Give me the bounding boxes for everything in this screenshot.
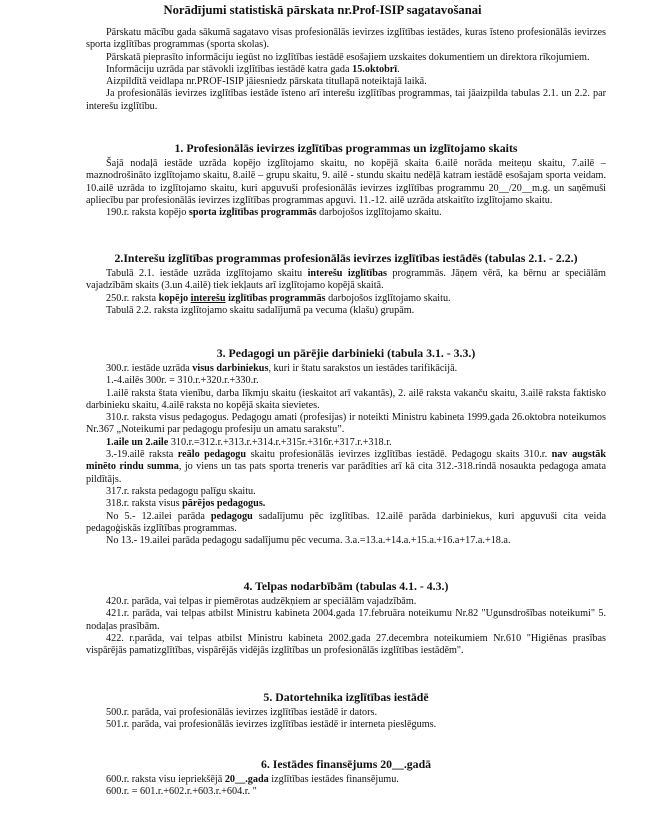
section-1-paragraph: Šajā nodaļā iestāde uzrāda kopējo izglītojamo skaitu, no kopējā skaita 6.ailē norāda meiteņu skaitu, 7.ailē – maznodrošināto izglītojamo skaitu, 8.ailē – grupu skaitu, 9. ailē - stundu skaitu nedēļā katram iestādē esošajam sporta veidam. 10.ailē uzrāda to izglītojamo skaitu, kuri apguvuši profesionālās ievirzes izglītības programmu 20__/20__m.g. un saņēmuši apliecību par profesionālās ievirzes izglītības programmas apguvi. 11.-12. ailē uzrāda atskaitīto izglītojamo skaitu. bbox=[86, 158, 606, 206]
section-3-paragraph: 310.r. raksta visus pedagogus. Pedagogu amati (profesijas) ir noteikti Ministru kabineta 1999.gada 26.oktobra noteikumos Nr.367 „Noteikumi par pedagogu profesiju un amatu sarakstu”. bbox=[86, 412, 606, 436]
section-3-paragraph: 1.ailē raksta štata vienību, darba līkmju skaitu (ieskaitot arī vakantās), 2. ailē raksta vakanču skaitu, 3.ailē raksta faktisko darbinieku skaitu, 4.ailē raksta no kopējā skaita sievietes. bbox=[86, 387, 606, 411]
section-1-paragraph: 190.r. raksta kopējo sporta izglītības programmās darbojošos izglītojamo skaitu. bbox=[106, 207, 442, 219]
document-title: Norādījumi statistiskā pārskata nr.Prof-ISIP sagatavošanai bbox=[163, 3, 482, 17]
section-6-paragraph: 600.r. raksta visu iepriekšējā 20__.gada izglītības iestādes finansējumu. bbox=[106, 774, 399, 785]
section-4-paragraph: 421.r. parāda, vai telpas atbilst Ministru kabineta 2004.gada 17.februāra noteikumu Nr.82 "Ugunsdrošības noteikumi" 5. nodaļas prasībām. bbox=[86, 608, 606, 632]
section-3-paragraph: 317.r. raksta pedagogu palīgu skaitu. bbox=[106, 485, 256, 497]
section-3-paragraph: 1.-4.ailēs 300r. = 310.r.+320.r.+330.r. bbox=[106, 375, 259, 387]
intro-paragraph: Pārskatu mācību gada sākumā sagatavo visas profesionālās ievirzes izglītības iestādes, kuras īsteno profesionālās ievirzes sporta izglītības programmas (sporta skolas). bbox=[86, 27, 606, 51]
section-3-paragraph: No 13.- 19.ailei parāda pedagogu sadalījumu pēc vecuma. 3.a.=13.a.+14.a.+15.a.+16.a+17.a.+18.a. bbox=[106, 535, 511, 547]
section-5-heading: 5. Datortehnika izglītības iestādē bbox=[263, 690, 429, 704]
section-1 bbox=[86, 141, 606, 219]
intro-paragraph: Pārskatā pieprasīto informāciju iegūst no izglītības iestādē esošajiem uzskaites dokumentiem un direktora rīkojumiem. bbox=[106, 51, 590, 63]
section-2-paragraph: 250.r. raksta kopējo interešu izglītības programmās darbojošos izglītojamo skaitu. bbox=[106, 292, 451, 304]
intro-paragraph: Informāciju uzrāda par stāvokli izglītības iestādē katra gada 15.oktobrī. bbox=[106, 63, 400, 75]
intro-section bbox=[86, 27, 606, 113]
section-3-paragraph: 300.r. iestāde uzrāda visus darbiniekus, kuri ir štatu sarakstos un iestādes tarifikācijā. bbox=[106, 363, 458, 374]
section-3-paragraph: 1.aile un 2.aile 310.r.=312.r.+313.r.+314.r.+315r.+316r.+317.r.+318.r. bbox=[106, 436, 392, 448]
section-4 bbox=[86, 579, 606, 657]
section-3-heading: 3. Pedagogi un pārējie darbinieki (tabula 3.1. - 3.3.) bbox=[216, 346, 476, 360]
section-2-paragraph: Tabulā 2.2. raksta izglītojamo skaitu sadalījumā pa vecuma (klašu) grupām. bbox=[106, 304, 415, 316]
section-5-paragraph: 500.r. parāda, vai profesionālās ievirzes izglītības iestādē ir dators. bbox=[106, 707, 378, 718]
section-2-paragraph: Tabulā 2.1. iestāde uzrāda izglītojamo skaitu interešu izglītības programmās. Jāņem vērā, ka bērnu ar speciālām vajadzībām skaits (3.un 4.ailē) tiek iekļauts arī izglītojamo kopējā skaitā. bbox=[86, 268, 606, 292]
section-3-paragraph: No 5.- 12.ailei parāda pedagogu sadalījumu pēc izglītības. 12.ailē parāda darbiniekus, kuri apguvuši cita veida pedagoģiskās izglītības programmas. bbox=[86, 510, 607, 534]
section-3-paragraph: 3.-19.ailē raksta reālo pedagogu skaitu profesionālās ievirzes izglītības iestādē. Pedagogu skaits 310.r. nav augstāk minēto rindu summa, jo viens un tas pats sporta treneris var parādīties arī kā cita 312.-318.rindā nosaukta pedagoga amata pildītājs. bbox=[86, 449, 606, 485]
section-3-paragraph: 318.r. raksta visus pārējos pedagogus. bbox=[106, 498, 266, 510]
section-6-heading: 6. Iestādes finansējums 20__.gadā bbox=[260, 757, 432, 771]
section-1-heading: 1. Profesionālās ievirzes izglītības programmas un izglītojamo skaits bbox=[174, 141, 518, 155]
section-2 bbox=[86, 251, 606, 317]
section-5-paragraph: 501.r. parāda, vai profesionālās ievirzes izglītības iestādē ir interneta pieslēgums. bbox=[106, 719, 437, 731]
section-6-paragraph: 600.r. = 601.r.+602.r.+603.r.+604.r. " bbox=[106, 786, 257, 798]
section-4-heading: 4. Telpas nodarbībām (tabulas 4.1. - 4.3.) bbox=[243, 579, 449, 593]
section-6 bbox=[86, 757, 606, 799]
section-4-paragraph: 422. r.parāda, vai telpas atbilst Ministru kabineta 2002.gada 27.decembra noteikumiem Nr.610 "Higiēnas prasības vispārējās pamatizglītības, vispārējās vidējās izglītības un profesionālās izglītības iestādēm". bbox=[86, 632, 606, 657]
intro-paragraph: Ja profesionālās ievirzes izglītības iestāde īsteno arī interešu izglītības programmas, tai jāaizpilda tabulas 2.1. un 2.2. par interešu izglītību. bbox=[86, 88, 606, 112]
intro-paragraph: Aizpildītā veidlapa nr.PROF-ISIP jāiesniedz pārskata titullapā noteiktajā laikā. bbox=[106, 76, 427, 88]
section-4-paragraph: 420.r. parāda, vai telpas ir piemērotas audzēkņiem ar speciālām vajadzībām. bbox=[106, 596, 417, 607]
section-3 bbox=[86, 346, 606, 547]
date-emphasis: 15.oktobrī bbox=[352, 63, 398, 75]
section-2-heading: 2.Interešu izglītības programmas profesionālās ievirzes izglītības iestādēs (tabulas 2.1. - 2.2.) bbox=[114, 251, 578, 265]
section-5 bbox=[86, 690, 606, 732]
